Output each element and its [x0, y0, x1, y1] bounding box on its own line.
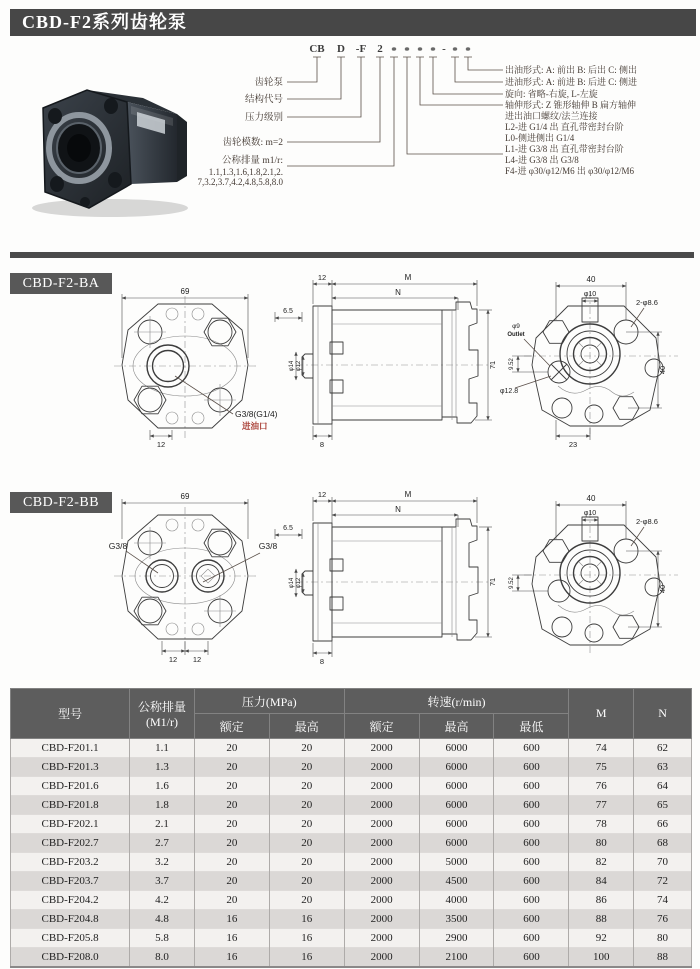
dim-label: 9.52	[509, 358, 515, 370]
dim-label: N	[395, 288, 401, 297]
dim-label: 40	[586, 494, 596, 503]
dim-label: 8	[319, 440, 325, 449]
value-cell: 20	[269, 739, 344, 758]
value-cell: 68	[634, 834, 692, 853]
value-cell: 78	[569, 815, 634, 834]
table-row	[11, 929, 692, 948]
label-l4: L4-进 G3/8 出 G3/8	[505, 155, 579, 165]
value-cell: 88	[634, 948, 692, 968]
displacement-values-1: 1.1,1.3,1.6,1.8,2.1,2.	[208, 167, 283, 177]
value-cell: 2000	[344, 929, 419, 948]
model-cell: CBD-F201.6	[11, 777, 130, 796]
dim-label: 23	[568, 440, 578, 449]
dim-label: 71	[488, 360, 497, 370]
label-f4: F4-进 φ30/φ12/M6 出 φ30/φ12/M6	[505, 166, 635, 176]
value-cell: 6000	[419, 777, 494, 796]
value-cell: 600	[494, 948, 569, 968]
value-cell: 600	[494, 834, 569, 853]
col-header-model: 型号	[11, 689, 130, 739]
dim-label: 69	[180, 492, 190, 501]
dim-label: φ10	[583, 510, 597, 517]
bb-drawings	[10, 487, 695, 677]
dim-label: 9.52	[509, 577, 515, 589]
inlet-port-label: 进油口	[242, 421, 268, 431]
code-left-labels	[198, 76, 284, 187]
dim-label: 2-φ8.6	[636, 298, 658, 307]
value-cell: 1.1	[130, 739, 195, 758]
value-cell: 20	[269, 777, 344, 796]
dim-label: φ12	[296, 577, 302, 589]
dim-label: 12	[156, 440, 166, 449]
value-cell: 62	[634, 739, 692, 758]
model-cell: CBD-F201.1	[11, 739, 130, 758]
port-label-right: G3/8	[258, 541, 278, 551]
value-cell: 20	[194, 891, 269, 910]
col-header-speed-min: 最低	[494, 714, 569, 739]
code-part: *	[417, 45, 423, 57]
dim-label: N	[395, 505, 401, 514]
value-cell: 2000	[344, 948, 419, 968]
spec-table-header	[11, 689, 692, 739]
table-row	[11, 739, 692, 758]
value-cell: 20	[194, 758, 269, 777]
outlet-label: Outlet	[507, 332, 525, 338]
model-cell: CBD-F201.8	[11, 796, 130, 815]
bb-end-view	[509, 494, 678, 655]
dim-label: φ9	[512, 323, 520, 330]
bb-front-view	[109, 492, 278, 664]
table-row	[11, 948, 692, 968]
value-cell: 6000	[419, 834, 494, 853]
code-part: *	[391, 45, 397, 57]
value-cell: 3500	[419, 910, 494, 929]
value-cell: 88	[569, 910, 634, 929]
value-cell: 20	[194, 739, 269, 758]
value-cell: 63	[634, 758, 692, 777]
label-l1: L1-进 G3/8 出 直孔带密封台阶	[505, 144, 624, 154]
value-cell: 600	[494, 853, 569, 872]
value-cell: 1.3	[130, 758, 195, 777]
value-cell: 600	[494, 796, 569, 815]
dim-label: 40	[658, 365, 667, 375]
value-cell: 600	[494, 777, 569, 796]
dim-label: 12	[317, 273, 327, 282]
dim-label: φ12.8	[500, 388, 519, 395]
value-cell: 2000	[344, 872, 419, 891]
col-header-speed-rated: 额定	[344, 714, 419, 739]
value-cell: 20	[194, 815, 269, 834]
photo-shadow	[32, 199, 188, 217]
label-l0: L0-侧进侧出 G1/4	[505, 133, 575, 143]
label-outlet-form: 出油形式: A: 前出 B: 后出 C: 侧出	[505, 65, 638, 75]
ba-side-view	[275, 273, 497, 449]
model-code	[309, 43, 472, 61]
value-cell: 82	[569, 853, 634, 872]
label-gear-module: 齿轮模数: m=2	[222, 138, 283, 148]
value-cell: 2000	[344, 739, 419, 758]
value-cell: 2000	[344, 796, 419, 815]
value-cell: 20	[194, 853, 269, 872]
value-cell: 80	[569, 834, 634, 853]
value-cell: 6000	[419, 815, 494, 834]
section-label-bb: CBD-F2-BB	[10, 492, 112, 513]
dim-label: 12	[192, 655, 202, 664]
value-cell: 4000	[419, 891, 494, 910]
model-cell: CBD-F204.8	[11, 910, 130, 929]
value-cell: 16	[194, 929, 269, 948]
dim-label: 71	[488, 577, 497, 587]
dim-label: 6.5	[283, 525, 293, 532]
table-row	[11, 834, 692, 853]
table-row	[11, 872, 692, 891]
code-part: *	[430, 45, 436, 57]
displacement-values-2: 7,3.2,3.7,4.2,4.8,5.8,8.0	[197, 177, 283, 187]
model-cell: CBD-F202.7	[11, 834, 130, 853]
section-label-ba: CBD-F2-BA	[10, 273, 112, 294]
label-structure-code: 结构代号	[244, 95, 283, 105]
code-part: D	[337, 43, 345, 55]
dim-label: 2-φ8.6	[636, 517, 658, 526]
col-header-displacement-line2: (M1/r)	[146, 714, 179, 729]
spec-table-body	[11, 739, 692, 968]
value-cell: 600	[494, 872, 569, 891]
dim-label: 40	[658, 584, 667, 594]
label-pressure-class: 压力级别	[244, 113, 283, 123]
table-row	[11, 796, 692, 815]
value-cell: 20	[269, 815, 344, 834]
value-cell: 2000	[344, 815, 419, 834]
value-cell: 77	[569, 796, 634, 815]
value-cell: 64	[634, 777, 692, 796]
value-cell: 16	[194, 910, 269, 929]
code-part: *	[452, 45, 458, 57]
dim-label: φ14	[289, 577, 295, 589]
leader-lines	[287, 61, 503, 166]
model-cell: CBD-F204.2	[11, 891, 130, 910]
spec-table	[10, 688, 692, 968]
label-port-connection: 进出油口螺纹/法兰连接	[505, 111, 598, 121]
value-cell: 16	[269, 929, 344, 948]
value-cell: 600	[494, 929, 569, 948]
value-cell: 66	[634, 815, 692, 834]
value-cell: 600	[494, 739, 569, 758]
dim-label: 8	[319, 657, 325, 666]
value-cell: 76	[634, 910, 692, 929]
value-cell: 20	[269, 834, 344, 853]
value-cell: 1.6	[130, 777, 195, 796]
value-cell: 20	[269, 872, 344, 891]
value-cell: 2000	[344, 910, 419, 929]
value-cell: 70	[634, 853, 692, 872]
value-cell: 20	[269, 891, 344, 910]
page-title: CBD-F2系列齿轮泵	[10, 9, 696, 36]
col-header-speed: 转速(r/min)	[344, 689, 569, 714]
value-cell: 16	[269, 948, 344, 968]
col-header-displacement	[130, 689, 195, 739]
value-cell: 6000	[419, 796, 494, 815]
value-cell: 600	[494, 758, 569, 777]
model-code-diagram	[185, 36, 695, 231]
value-cell: 3.2	[130, 853, 195, 872]
port-thread-label: G3/8(G1/4)	[235, 409, 278, 419]
value-cell: 4.2	[130, 891, 195, 910]
model-cell: CBD-F203.2	[11, 853, 130, 872]
code-part: 2	[377, 43, 383, 55]
value-cell: 600	[494, 815, 569, 834]
value-cell: 16	[194, 948, 269, 968]
value-cell: 4500	[419, 872, 494, 891]
dim-label: 12	[168, 655, 178, 664]
dim-label: M	[404, 273, 412, 282]
value-cell: 2000	[344, 834, 419, 853]
code-part: CB	[309, 43, 325, 55]
value-cell: 2000	[344, 777, 419, 796]
dim-label: φ14	[289, 360, 295, 372]
value-cell: 74	[634, 891, 692, 910]
dim-label: 69	[180, 287, 190, 296]
value-cell: 86	[569, 891, 634, 910]
label-l2: L2-进 G1/4 出 直孔带密封台阶	[505, 122, 624, 132]
model-cell: CBD-F208.0	[11, 948, 130, 968]
value-cell: 76	[569, 777, 634, 796]
label-displacement: 公称排量 m1/r:	[222, 156, 283, 166]
value-cell: 2000	[344, 891, 419, 910]
table-row	[11, 853, 692, 872]
col-header-m: M	[569, 689, 634, 739]
value-cell: 80	[634, 929, 692, 948]
code-part: *	[465, 45, 471, 57]
value-cell: 2000	[344, 758, 419, 777]
value-cell: 2.7	[130, 834, 195, 853]
value-cell: 84	[569, 872, 634, 891]
code-right-labels	[505, 64, 637, 176]
value-cell: 65	[634, 796, 692, 815]
value-cell: 16	[269, 910, 344, 929]
col-header-pressure-max: 最高	[269, 714, 344, 739]
value-cell: 2900	[419, 929, 494, 948]
port-label-left: G3/8	[108, 541, 128, 551]
dim-label: 12	[317, 490, 327, 499]
table-row	[11, 815, 692, 834]
value-cell: 20	[194, 777, 269, 796]
value-cell: 20	[269, 758, 344, 777]
value-cell: 20	[194, 834, 269, 853]
model-cell: CBD-F201.3	[11, 758, 130, 777]
dim-label: φ10	[583, 291, 597, 298]
value-cell: 6000	[419, 758, 494, 777]
label-inlet-form: 进油形式: A: 前进 B: 后进 C: 侧进	[505, 77, 638, 87]
value-cell: 5.8	[130, 929, 195, 948]
table-row	[11, 777, 692, 796]
value-cell: 3.7	[130, 872, 195, 891]
value-cell: 6000	[419, 739, 494, 758]
value-cell: 4.8	[130, 910, 195, 929]
code-part: -	[442, 43, 446, 55]
dim-label: M	[404, 490, 412, 499]
value-cell: 75	[569, 758, 634, 777]
ba-end-view	[500, 275, 678, 449]
value-cell: 5000	[419, 853, 494, 872]
pump-photo	[15, 56, 200, 224]
col-header-pressure: 压力(MPa)	[194, 689, 344, 714]
ba-drawings	[10, 268, 695, 465]
value-cell: 100	[569, 948, 634, 968]
value-cell: 8.0	[130, 948, 195, 968]
code-part: *	[404, 45, 410, 57]
value-cell: 72	[634, 872, 692, 891]
value-cell: 20	[269, 853, 344, 872]
col-header-displacement-line1: 公称排量	[138, 699, 187, 714]
table-row	[11, 891, 692, 910]
model-cell: CBD-F202.1	[11, 815, 130, 834]
label-shaft-form: 轴伸形式: Z 锥形轴伸 B 扁方轴伸	[505, 100, 637, 110]
dim-label: φ12	[296, 360, 302, 372]
col-header-pressure-rated: 额定	[194, 714, 269, 739]
col-header-speed-max: 最高	[419, 714, 494, 739]
dim-label: 40	[586, 275, 596, 284]
value-cell: 74	[569, 739, 634, 758]
table-row	[11, 910, 692, 929]
value-cell: 20	[194, 796, 269, 815]
value-cell: 20	[194, 872, 269, 891]
bb-side-view	[275, 490, 497, 666]
table-row	[11, 758, 692, 777]
value-cell: 600	[494, 910, 569, 929]
value-cell: 600	[494, 891, 569, 910]
value-cell: 2000	[344, 853, 419, 872]
value-cell: 20	[269, 796, 344, 815]
value-cell: 92	[569, 929, 634, 948]
dim-label: 6.5	[283, 308, 293, 315]
label-gear-pump: 齿轮泵	[254, 78, 283, 88]
col-header-n: N	[634, 689, 692, 739]
code-part: -F	[355, 43, 367, 55]
value-cell: 2100	[419, 948, 494, 968]
value-cell: 1.8	[130, 796, 195, 815]
value-cell: 2.1	[130, 815, 195, 834]
label-rotation: 旋向: 省略-右旋, L-左旋	[505, 89, 598, 99]
model-cell: CBD-F203.7	[11, 872, 130, 891]
ba-front-view	[114, 287, 278, 449]
model-cell: CBD-F205.8	[11, 929, 130, 948]
section-divider	[10, 252, 694, 258]
